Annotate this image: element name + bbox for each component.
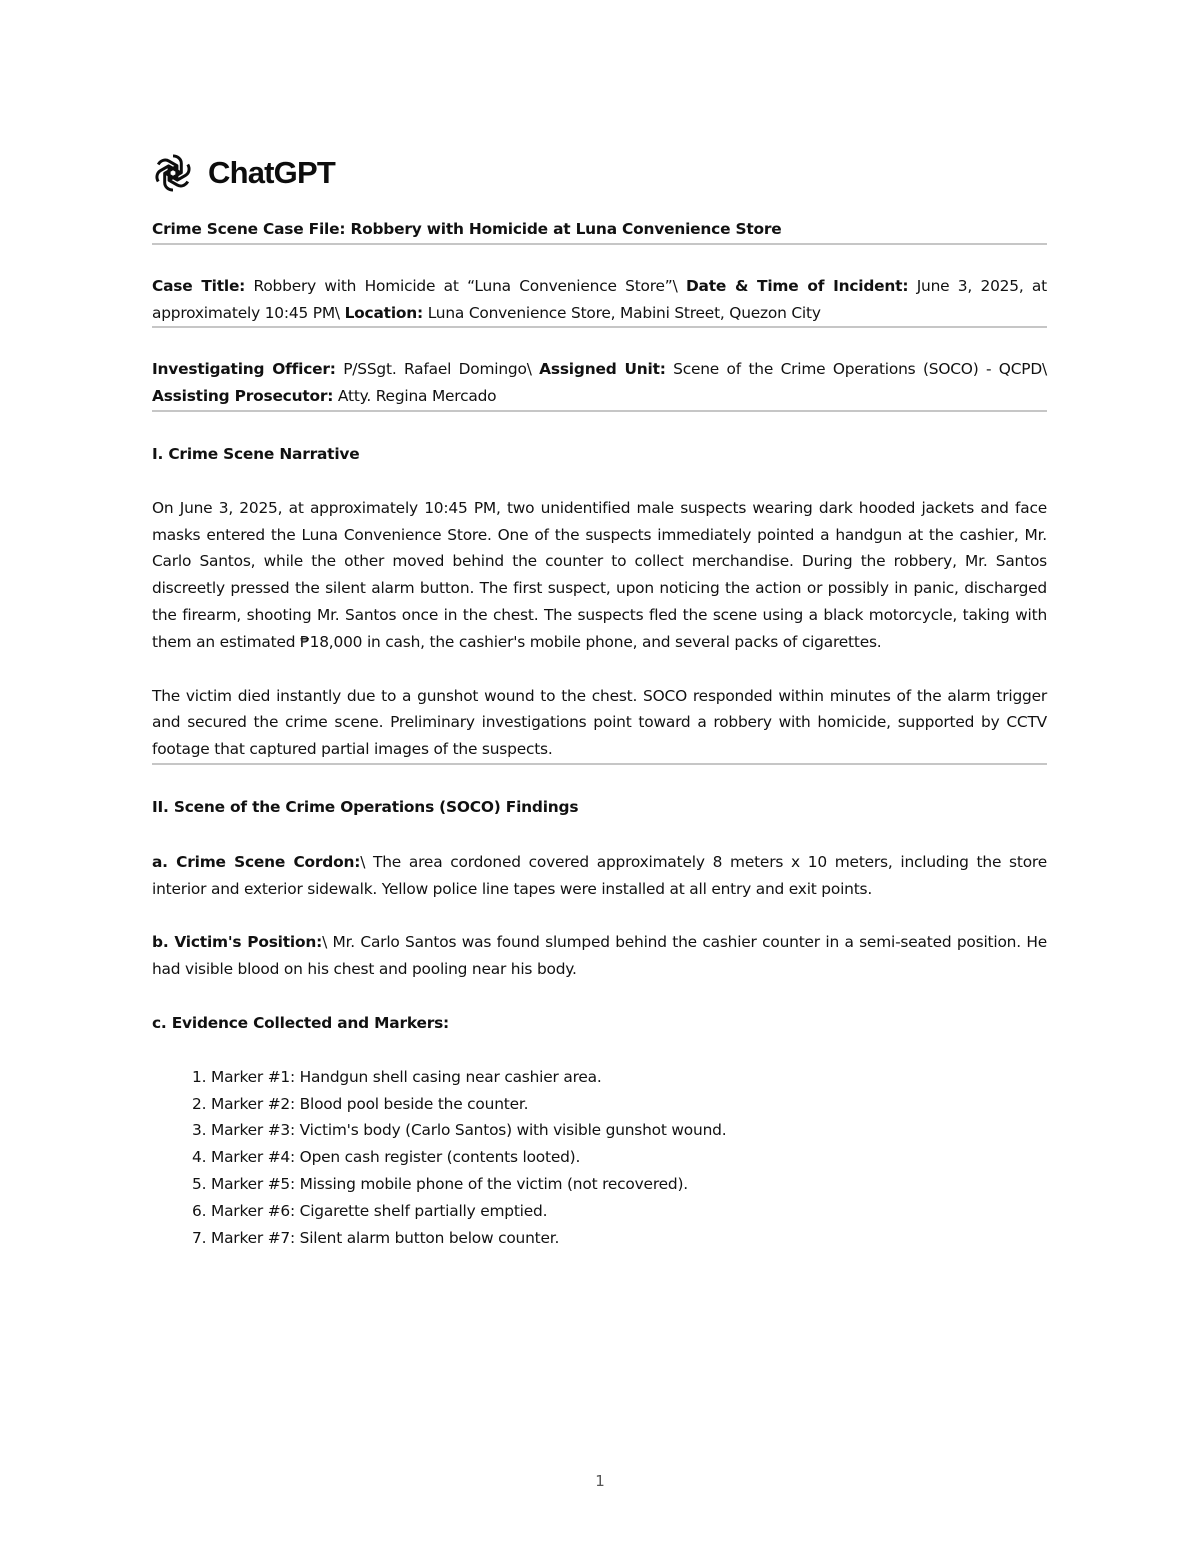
unit-label: Assigned Unit: (539, 360, 666, 379)
officers-block (152, 356, 1047, 410)
datetime-label: Date & Time of Incident: (685, 276, 909, 295)
document-title: Crime Scene Case File: Robbery with Homicide at Luna Convenience Store (152, 220, 782, 238)
list-item: 1. Marker #1: Handgun shell casing near cashier area. (211, 1064, 1047, 1091)
officer-label: Investigating Officer: (152, 360, 336, 379)
list-item: 3. Marker #3: Victim's body (Carlo Santos) with visible gunshot wound. (211, 1117, 1047, 1144)
divider (152, 410, 1047, 412)
evidence-heading: c. Evidence Collected and Markers: (152, 1013, 450, 1032)
location-value: Luna Convenience Store, Mabini Street, Quezon City (423, 303, 821, 322)
victim-position-paragraph (152, 929, 1047, 983)
cordon-paragraph (152, 849, 1047, 903)
evidence-marker-list (152, 1064, 1047, 1252)
location-label: Location: (344, 303, 423, 322)
officer-value: P/SSgt. Rafael Domingo\ (335, 360, 540, 379)
unit-value: Scene of the Crime Operations (SOCO) - QCPD\ (665, 360, 1047, 379)
document-content (152, 150, 1047, 1251)
list-item: 6. Marker #6: Cigarette shelf partially emptied. (211, 1198, 1047, 1225)
narrative-paragraph: On June 3, 2025, at approximately 10:45 PM, two unidentified male suspects wearing dark hooded jackets and face masks entered the Luna Convenience Store. One of the suspects immediately pointed a handgun at the cashier, Mr. Carlo Santos, while the other moved behind the counter to collect merchandise. During the robbery, Mr. Santos discreetly pressed the silent alarm button. The first suspect, upon noticing the action or possibly in panic, discharged the firearm, shooting Mr. Santos once in the chest. The suspects fled the scene using a black motorcycle, taking with them an estimated ₱18,000 in cash, the cashier's mobile phone, and several packs of cigarettes. (152, 498, 1047, 651)
victim-position-text: \ Mr. Carlo Santos was found slumped behind the cashier counter in a semi-seated position. He had visible blood on his chest and pooling near his body. (152, 933, 1047, 979)
datetime-value: June 3, 2025, at approximately 10:45 PM\ (152, 276, 1047, 322)
chatgpt-logo (152, 150, 1047, 196)
cordon-label: a. Crime Scene Cordon: (152, 852, 361, 871)
case-title-value: Robbery with Homicide at “Luna Convenience Store”\ (245, 276, 686, 295)
logo-text: ChatGPT (208, 154, 336, 190)
case-title-label: Case Title: (152, 276, 246, 295)
case-info-block (152, 273, 1047, 327)
list-item: 7. Marker #7: Silent alarm button below counter. (211, 1225, 1047, 1252)
divider (152, 326, 1047, 328)
list-item: 5. Marker #5: Missing mobile phone of the victim (not recovered). (211, 1171, 1047, 1198)
divider (152, 243, 1047, 245)
prosecutor-label: Assisting Prosecutor: (152, 387, 334, 406)
section-heading-narrative: I. Crime Scene Narrative (152, 444, 360, 463)
list-item: 2. Marker #2: Blood pool beside the counter. (211, 1091, 1047, 1118)
victim-position-label: b. Victim's Position: (152, 933, 323, 952)
page-number: 1 (595, 1472, 605, 1490)
prosecutor-value: Atty. Regina Mercado (333, 387, 497, 406)
cordon-text: \ The area cordoned covered approximately 8 meters x 10 meters, including the store interior and exterior sidewalk. Yellow police line tapes were installed at all entry and exit points. (152, 852, 1047, 898)
section-heading-findings: II. Scene of the Crime Operations (SOCO) Findings (152, 797, 579, 816)
divider (152, 763, 1047, 765)
narrative-paragraph: The victim died instantly due to a gunshot wound to the chest. SOCO responded within minutes of the alarm trigger and secured the crime scene. Preliminary investigations point toward a robbery with homicide, supported by CCTV footage that captured partial images of the suspects. (152, 686, 1047, 759)
openai-knot-icon (152, 152, 194, 194)
list-item: 4. Marker #4: Open cash register (contents looted). (211, 1144, 1047, 1171)
